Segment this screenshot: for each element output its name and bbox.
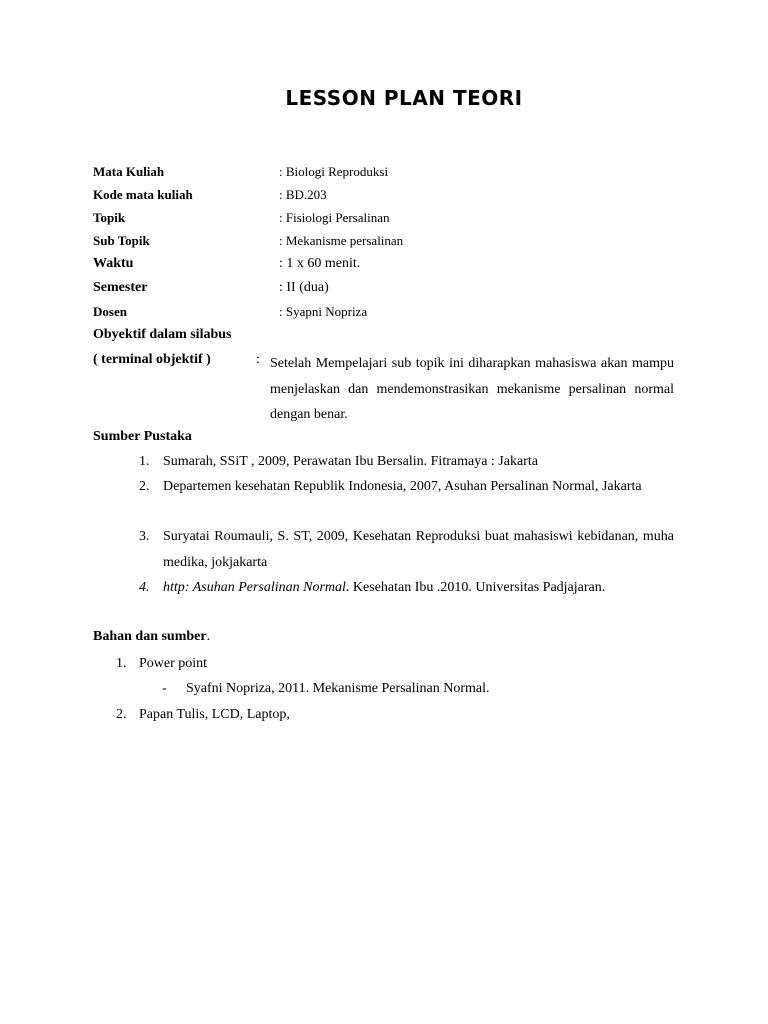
material-text: Papan Tulis, LCD, Laptop, [139,707,290,722]
material-item [116,654,207,674]
meta-value: : 1 x 60 menit. [279,256,361,271]
reference-italic-title: http: Asuhan Persalinan Normal [163,580,346,595]
reference-item [139,449,674,475]
meta-value: : II (dua) [279,280,329,295]
objective-label: ( terminal objektif ) [93,352,211,367]
reference-text: Departemen kesehatan Republik Indonesia, 2007, Asuhan Persalinan Normal, Jakarta [163,479,642,494]
reference-item [139,575,674,601]
reference-number: 2. [139,479,150,494]
objective-heading: Obyektif dalam silabus [93,327,232,342]
reference-rest: . Kesehatan Ibu .2010. Universitas Padjajaran. [345,580,606,595]
reference-text: Sumarah, SSiT , 2009, Perawatan Ibu Bersalin. Fitramaya : Jakarta [163,454,538,469]
reference-number: 3. [139,529,150,544]
reference-item [139,524,674,575]
materials-heading-period: . [206,629,211,644]
objective-colon: : [256,352,260,367]
material-number: 2. [116,707,127,722]
reference-item [139,474,674,500]
objective-text: Setelah Mempelajari sub topik ini diharapkan mahasiswa akan mampu menjelaskan dan mendemonstrasikan mekanisme persalinan normal dengan benar. [270,356,674,422]
material-item [116,705,290,725]
meta-label: Kode mata kuliah [93,187,193,202]
meta-label: Semester [93,280,148,295]
material-number: 1. [116,656,127,671]
meta-label: Waktu [93,256,134,271]
meta-value: : Mekanisme persalinan [279,233,404,248]
material-subitem [162,679,490,699]
meta-label: Sub Topik [93,233,150,248]
reference-number: 1. [139,454,150,469]
meta-label: Dosen [93,304,127,319]
meta-label: Mata Kuliah [93,164,165,179]
references-heading: Sumber Pustaka [93,429,192,444]
meta-value: : Syapni Nopriza [279,304,368,319]
materials-heading-text: Bahan dan sumber [93,629,207,644]
meta-value: : Fisiologi Persalinan [279,210,390,225]
page-title: LESSON PLAN TEORI [285,86,523,110]
reference-number: 4. [139,580,150,595]
meta-label: Topik [93,210,126,225]
meta-value: : Biologi Reproduksi [279,164,389,179]
materials-heading [93,629,210,645]
reference-text: Suryatai Roumauli, S. ST, 2009, Kesehatan Reproduksi buat mahasiswi kebidanan, muha medika, jokjakarta [163,529,674,570]
reference-text [163,575,674,601]
meta-value: : BD.203 [279,187,327,202]
material-subitem-dash: - [162,681,167,696]
material-subitem-text: Syafni Nopriza, 2011. Mekanisme Persalinan Normal. [186,681,490,696]
material-text: Power point [139,656,208,671]
